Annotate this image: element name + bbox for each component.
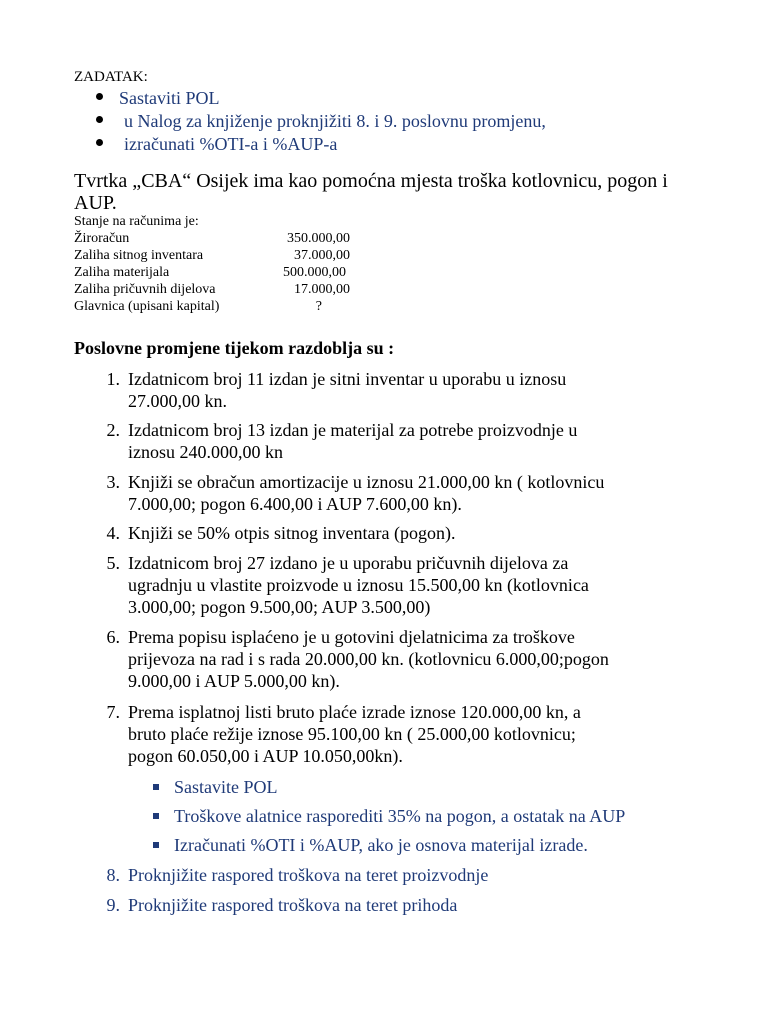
list-item-line: Prema isplatnoj listi bruto plaće izrade iznose 120.000,00 kn, a: [128, 702, 581, 722]
item-number: 4.: [106, 523, 120, 543]
account-value: 500.000,00: [283, 265, 346, 280]
task-item: izračunati %OTI-a i %AUP-a: [124, 134, 338, 154]
square-bullet-icon: [153, 784, 159, 790]
task-item: u Nalog za knjiženje proknjižiti 8. i 9. poslovnu promjenu,: [124, 111, 546, 131]
list-item-line: bruto plaće režije iznose 95.100,00 kn ( 25.000,00 kotlovnicu;: [128, 724, 576, 744]
account-name: Zaliha materijala: [74, 265, 170, 280]
bullet-icon: [96, 139, 103, 146]
list-item-line: Knjiži se obračun amortizacije u iznosu 21.000,00 kn ( kotlovnicu: [128, 472, 605, 492]
list-item-line: ugradnju u vlastite proizvode u iznosu 15.500,00 kn (kotlovnica: [128, 575, 589, 595]
square-bullet-icon: [153, 842, 159, 848]
list-item-line: Proknjižite raspored troškova na teret prihoda: [128, 895, 458, 915]
item-number: 7.: [106, 702, 120, 722]
item-number: 1.: [106, 369, 120, 389]
item-number: 5.: [106, 553, 120, 573]
list-item-line: pogon 60.050,00 i AUP 10.050,00kn).: [128, 746, 403, 766]
list-item-line: Izdatnicom broj 11 izdan je sitni inventar u uporabu u iznosu: [128, 369, 567, 389]
list-item-line: Proknjižite raspored troškova na teret proizvodnje: [128, 865, 489, 885]
list-item-line: prijevoza na rad i s rada 20.000,00 kn. (kotlovnicu 6.000,00;pogon: [128, 649, 609, 669]
subtask-item: Sastavite POL: [174, 777, 278, 797]
task-label: ZADATAK:: [74, 69, 148, 85]
account-name: Glavnica (upisani kapital): [74, 299, 220, 314]
section-title: Poslovne promjene tijekom razdoblja su :: [74, 338, 395, 358]
item-number: 6.: [106, 627, 120, 647]
subtask-item: Troškove alatnice rasporediti 35% na pogon, a ostatak na AUP: [174, 806, 626, 826]
item-number: 3.: [106, 472, 120, 492]
accounts-heading: Stanje na računima je:: [74, 214, 199, 229]
list-item-line: Knjiži se 50% otpis sitnog inventara (pogon).: [128, 523, 456, 543]
account-value: 17.000,00: [294, 282, 350, 297]
bullet-icon: [96, 116, 103, 123]
item-number: 8.: [106, 865, 120, 885]
item-number: 9.: [106, 895, 120, 915]
account-value: 350.000,00: [287, 231, 350, 246]
account-value: 37.000,00: [294, 248, 350, 263]
account-name: Žiroračun: [74, 231, 130, 246]
list-item-line: 3.000,00; pogon 9.500,00; AUP 3.500,00): [128, 597, 431, 617]
intro-line: AUP.: [74, 192, 117, 214]
list-item-line: Izdatnicom broj 13 izdan je materijal za potrebe proizvodnje u: [128, 420, 578, 440]
square-bullet-icon: [153, 813, 159, 819]
intro-line: Tvrtka „CBA“ Osijek ima kao pomoćna mjesta troška kotlovnicu, pogon i: [74, 170, 668, 192]
list-item-line: 9.000,00 i AUP 5.000,00 kn).: [128, 671, 340, 691]
account-value: ?: [315, 299, 322, 314]
list-item-line: Prema popisu isplaćeno je u gotovini djelatnicima za troškove: [128, 627, 575, 647]
subtask-item: Izračunati %OTI i %AUP, ako je osnova materijal izrade.: [174, 835, 588, 855]
list-item-line: 7.000,00; pogon 6.400,00 i AUP 7.600,00 kn).: [128, 494, 462, 514]
list-item-line: Izdatnicom broj 27 izdano je u uporabu pričuvnih dijelova za: [128, 553, 569, 573]
item-number: 2.: [106, 420, 120, 440]
task-item: Sastaviti POL: [119, 88, 220, 108]
list-item-line: iznosu 240.000,00 kn: [128, 442, 283, 462]
bullet-icon: [96, 93, 103, 100]
account-name: Zaliha pričuvnih dijelova: [74, 282, 216, 297]
list-item-line: 27.000,00 kn.: [128, 391, 227, 411]
account-name: Zaliha sitnog inventara: [74, 248, 204, 263]
